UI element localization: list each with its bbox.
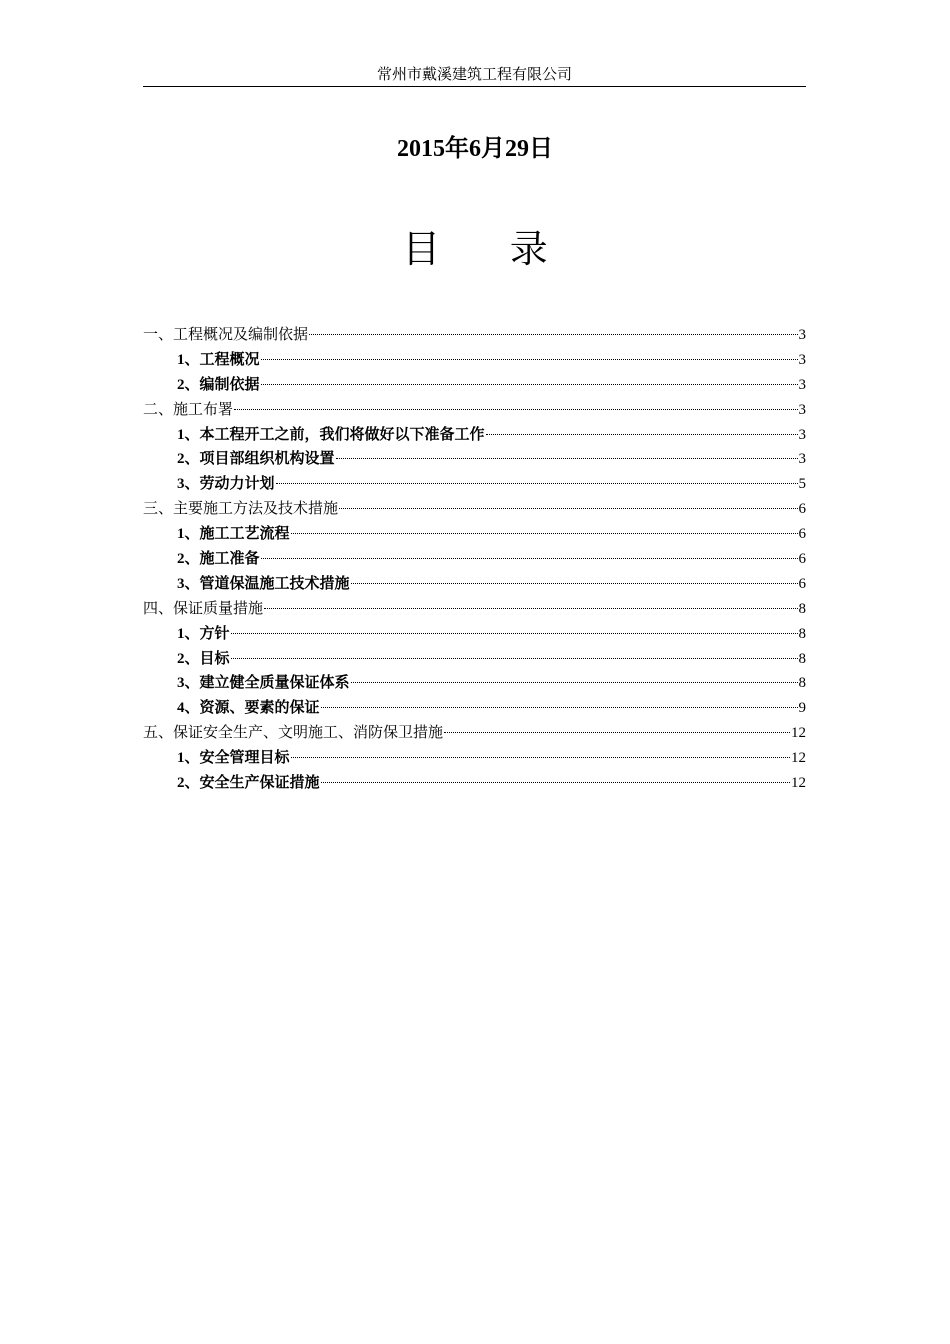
- toc-dot-leader: [339, 508, 797, 509]
- company-name: 常州市戴溪建筑工程有限公司: [376, 67, 572, 83]
- toc-page-number: 12: [791, 725, 806, 742]
- toc-dot-leader: [234, 409, 797, 410]
- toc-page-number: 9: [798, 700, 806, 717]
- toc-subsection-entry[interactable]: [143, 771, 806, 796]
- toc-dot-leader: [444, 732, 790, 733]
- toc-subsection-entry[interactable]: [143, 423, 806, 448]
- toc-entry-text: 1、工程概况: [177, 351, 260, 368]
- toc-subsection-entry[interactable]: [143, 622, 806, 647]
- page-header: [143, 64, 806, 87]
- toc-page-number: 5: [798, 476, 806, 493]
- toc-page-number: 8: [798, 600, 806, 617]
- toc-subsection-entry[interactable]: [143, 647, 806, 672]
- toc-section-entry[interactable]: [143, 323, 806, 348]
- toc-entry-text: 二、施工布署: [143, 401, 234, 418]
- toc-page-number: 6: [798, 575, 806, 592]
- toc-page-number: 12: [791, 775, 806, 792]
- toc-dot-leader: [309, 334, 797, 335]
- toc-title: 目 录: [402, 229, 578, 271]
- toc-page-number: 3: [798, 401, 806, 418]
- toc-subsection-entry[interactable]: [143, 547, 806, 572]
- toc-entry-text: 1、本工程开工之前，我们将做好以下准备工作: [177, 426, 485, 443]
- toc-dot-leader: [351, 583, 798, 584]
- toc-entry-text: 1、方针: [177, 625, 230, 642]
- toc-dot-leader: [231, 633, 798, 634]
- toc-subsection-entry[interactable]: [143, 348, 806, 373]
- toc-dot-leader: [291, 533, 798, 534]
- toc-entry-text: 一、工程概况及编制依据: [143, 327, 309, 343]
- toc-entry-text: 五、保证安全生产、文明施工、消防保卫措施: [143, 725, 444, 742]
- toc-page-number: 8: [798, 625, 806, 642]
- toc-section-entry[interactable]: [143, 597, 806, 622]
- toc-dot-leader: [321, 782, 790, 783]
- toc-page-number: 6: [798, 501, 806, 518]
- toc-page-number: 8: [798, 675, 806, 692]
- toc-entry-text: 2、目标: [177, 650, 230, 667]
- toc-page-number: 3: [798, 451, 806, 468]
- toc-entry-text: 四、保证质量措施: [143, 600, 264, 617]
- toc-section-entry[interactable]: [143, 497, 806, 522]
- toc-subsection-entry[interactable]: [143, 447, 806, 472]
- toc-page-number: 6: [798, 526, 806, 543]
- table-of-contents: [143, 323, 806, 796]
- toc-entry-text: 1、施工工艺流程: [177, 526, 290, 543]
- toc-dot-leader: [486, 434, 798, 435]
- document-date: 2015年6月29日: [397, 136, 553, 162]
- toc-entry-text: 1、安全管理目标: [177, 750, 290, 767]
- toc-subsection-entry[interactable]: [143, 373, 806, 398]
- toc-entry-text: 3、劳动力计划: [177, 476, 275, 493]
- toc-entry-text: 三、主要施工方法及技术措施: [143, 501, 339, 518]
- toc-dot-leader: [261, 558, 798, 559]
- toc-subsection-entry[interactable]: [143, 696, 806, 721]
- toc-entry-text: 3、建立健全质量保证体系: [177, 675, 350, 692]
- toc-dot-leader: [321, 707, 798, 708]
- toc-dot-leader: [264, 608, 797, 609]
- toc-subsection-entry[interactable]: [143, 671, 806, 696]
- toc-dot-leader: [261, 359, 798, 360]
- toc-page-number: 3: [798, 426, 806, 443]
- toc-dot-leader: [231, 658, 798, 659]
- toc-subsection-entry[interactable]: [143, 746, 806, 771]
- toc-entry-text: 3、管道保温施工技术措施: [177, 575, 350, 592]
- toc-page-number: 6: [798, 551, 806, 568]
- toc-section-entry[interactable]: [143, 721, 806, 746]
- toc-page-number: 8: [798, 650, 806, 667]
- toc-entry-text: 2、项目部组织机构设置: [177, 451, 335, 468]
- toc-page-number: 12: [791, 750, 806, 767]
- toc-page-number: 3: [798, 376, 806, 393]
- toc-entry-text: 2、编制依据: [177, 376, 260, 393]
- toc-dot-leader: [336, 458, 798, 459]
- toc-subsection-entry[interactable]: [143, 572, 806, 597]
- toc-dot-leader: [261, 384, 798, 385]
- toc-entry-text: 2、安全生产保证措施: [177, 775, 320, 792]
- toc-subsection-entry[interactable]: [143, 522, 806, 547]
- toc-section-entry[interactable]: [143, 398, 806, 423]
- toc-dot-leader: [276, 483, 798, 484]
- toc-page-number: 3: [798, 351, 806, 368]
- toc-entry-text: 4、资源、要素的保证: [177, 700, 320, 717]
- toc-page-number: 3: [798, 327, 806, 343]
- toc-entry-text: 2、施工准备: [177, 551, 260, 568]
- toc-dot-leader: [291, 757, 790, 758]
- toc-subsection-entry[interactable]: [143, 472, 806, 497]
- toc-dot-leader: [351, 682, 798, 683]
